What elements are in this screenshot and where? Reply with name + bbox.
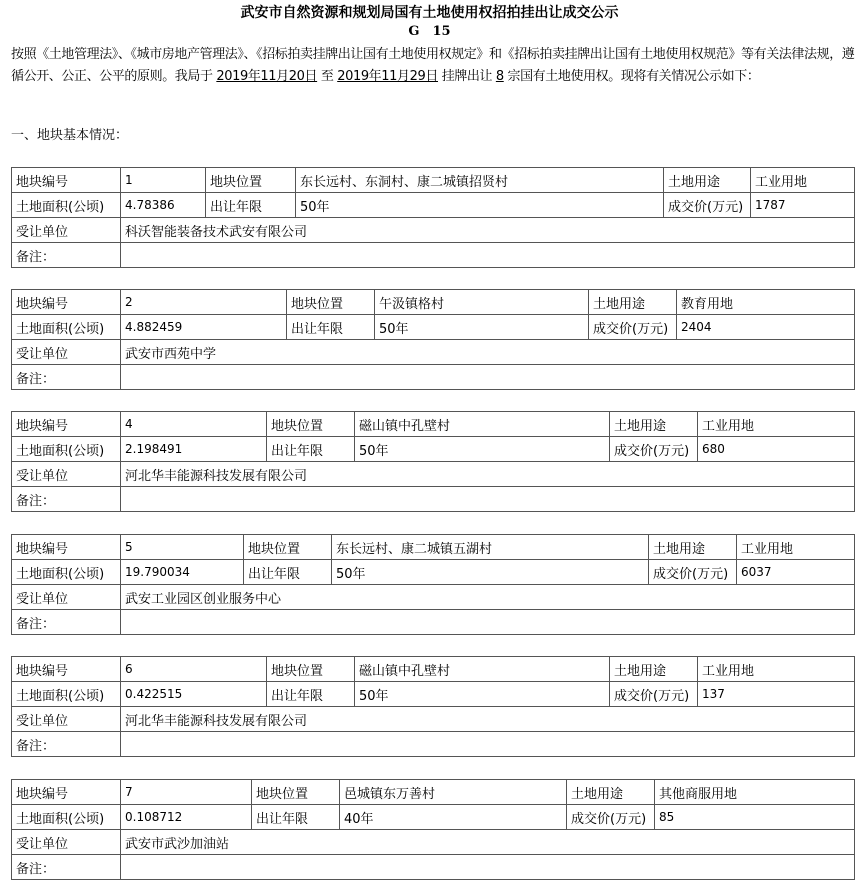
area-value: 0.422515: [121, 682, 267, 707]
table-row: [12, 193, 855, 218]
table-row: [12, 780, 855, 805]
price-label: 成交价(万元): [649, 560, 737, 585]
lot-table: [11, 656, 855, 757]
remarks-value: [121, 365, 855, 390]
table-row: [12, 168, 855, 193]
remarks-label: 备注：: [12, 610, 121, 635]
lot-no-label: 地块编号: [12, 168, 121, 193]
notice-title: 武安市自然资源和规划局国有土地使用权招拍挂出让成交公示: [240, 5, 619, 21]
term-label: 出让年限: [252, 805, 340, 830]
table-row: [12, 805, 855, 830]
lot-no-label: 地块编号: [12, 535, 121, 560]
table-row: [12, 412, 855, 437]
area-value: 2.198491: [121, 437, 267, 462]
remarks-value: [121, 487, 855, 512]
remarks-label: 备注：: [12, 487, 121, 512]
grantee-value: 河北华丰能源科技发展有限公司: [121, 462, 855, 487]
lot-table: [11, 289, 855, 390]
term-label: 出让年限: [287, 315, 375, 340]
use-value: 工业用地: [737, 535, 855, 560]
lot-no-value: 2: [121, 290, 287, 315]
area-value: 4.78386: [121, 193, 206, 218]
table-row: [12, 365, 855, 390]
grantee-label: 受让单位: [12, 218, 121, 243]
price-value: 2404: [677, 315, 855, 340]
term-label: 出让年限: [267, 437, 355, 462]
remarks-label: 备注：: [12, 243, 121, 268]
intro-text-3: 挂牌出让: [437, 69, 496, 84]
lot-table: [11, 534, 855, 635]
use-label: 土地用途: [589, 290, 677, 315]
grantee-value: 武安市武沙加油站: [121, 830, 855, 855]
term-value: 50年: [355, 437, 610, 462]
term-value: 50年: [375, 315, 589, 340]
location-label: 地块位置: [287, 290, 375, 315]
intro-paragraph: [11, 44, 856, 88]
area-label: 土地面积(公顷): [12, 315, 121, 340]
price-label: 成交价(万元): [589, 315, 677, 340]
remarks-label: 备注：: [12, 365, 121, 390]
term-label: 出让年限: [206, 193, 296, 218]
document-number: G 15: [408, 24, 451, 39]
lot-no-value: 5: [121, 535, 244, 560]
table-row: [12, 682, 855, 707]
use-label: 土地用途: [664, 168, 751, 193]
section-heading: 一、地块基本情况：: [11, 128, 129, 143]
location-label: 地块位置: [267, 412, 355, 437]
table-row: [12, 290, 855, 315]
area-label: 土地面积(公顷): [12, 560, 121, 585]
lot-no-label: 地块编号: [12, 290, 121, 315]
lot-no-label: 地块编号: [12, 780, 121, 805]
table-row: [12, 732, 855, 757]
table-row: [12, 218, 855, 243]
start-date: 2019年11月20日: [216, 69, 318, 84]
price-label: 成交价(万元): [567, 805, 655, 830]
remarks-label: 备注：: [12, 732, 121, 757]
remarks-value: [121, 732, 855, 757]
use-value: 工业用地: [751, 168, 855, 193]
location-value: 东长远村、康二城镇五湖村: [332, 535, 649, 560]
lot-no-value: 4: [121, 412, 267, 437]
grantee-value: 河北华丰能源科技发展有限公司: [121, 707, 855, 732]
lot-no-label: 地块编号: [12, 657, 121, 682]
price-value: 680: [698, 437, 855, 462]
price-label: 成交价(万元): [610, 682, 698, 707]
use-label: 土地用途: [649, 535, 737, 560]
term-label: 出让年限: [267, 682, 355, 707]
area-value: 0.108712: [121, 805, 252, 830]
location-value: 东长远村、东洞村、康二城镇招贤村: [296, 168, 664, 193]
grantee-value: 武安工业园区创业服务中心: [121, 585, 855, 610]
term-value: 50年: [332, 560, 649, 585]
remarks-value: [121, 855, 855, 880]
grantee-label: 受让单位: [12, 830, 121, 855]
intro-text-2: 至: [317, 69, 338, 84]
table-row: [12, 657, 855, 682]
intro-text-4: 宗国有土地使用权。现将有关情况公示如下：: [503, 69, 760, 84]
area-value: 4.882459: [121, 315, 287, 340]
grantee-label: 受让单位: [12, 585, 121, 610]
grantee-value: 科沃智能装备技术武安有限公司: [121, 218, 855, 243]
grantee-label: 受让单位: [12, 462, 121, 487]
lot-no-value: 7: [121, 780, 252, 805]
lot-no-label: 地块编号: [12, 412, 121, 437]
term-label: 出让年限: [244, 560, 332, 585]
price-label: 成交价(万元): [610, 437, 698, 462]
term-value: 40年: [340, 805, 567, 830]
term-value: 50年: [355, 682, 610, 707]
use-value: 工业用地: [698, 412, 855, 437]
price-value: 1787: [751, 193, 855, 218]
area-label: 土地面积(公顷): [12, 805, 121, 830]
grantee-value: 武安市西苑中学: [121, 340, 855, 365]
table-row: [12, 610, 855, 635]
price-value: 137: [698, 682, 855, 707]
location-value: 邑城镇东万善村: [340, 780, 567, 805]
end-date: 2019年11月29日: [337, 69, 438, 84]
remarks-value: [121, 610, 855, 635]
term-value: 50年: [296, 193, 664, 218]
use-label: 土地用途: [610, 657, 698, 682]
price-value: 6037: [737, 560, 855, 585]
table-row: [12, 535, 855, 560]
location-label: 地块位置: [206, 168, 296, 193]
table-row: [12, 437, 855, 462]
location-label: 地块位置: [252, 780, 340, 805]
location-value: 磁山镇中孔壁村: [355, 412, 610, 437]
remarks-label: 备注：: [12, 855, 121, 880]
price-label: 成交价(万元): [664, 193, 751, 218]
location-label: 地块位置: [244, 535, 332, 560]
table-row: [12, 340, 855, 365]
location-value: 磁山镇中孔壁村: [355, 657, 610, 682]
table-row: [12, 487, 855, 512]
area-label: 土地面积(公顷): [12, 682, 121, 707]
table-row: [12, 585, 855, 610]
table-row: [12, 315, 855, 340]
use-value: 其他商服用地: [655, 780, 855, 805]
use-value: 教育用地: [677, 290, 855, 315]
area-label: 土地面积(公顷): [12, 193, 121, 218]
location-value: 午汲镇格村: [375, 290, 589, 315]
area-label: 土地面积(公顷): [12, 437, 121, 462]
table-row: [12, 462, 855, 487]
area-value: 19.790034: [121, 560, 244, 585]
lot-table: [11, 779, 855, 880]
lot-table: [11, 411, 855, 512]
lot-table: [11, 167, 855, 268]
table-row: [12, 560, 855, 585]
intro-text-1: 按照《土地管理法》、《城市房地产管理法》、《招标拍卖挂牌出让国有土地使用权规定》和《招标拍卖挂牌出让国有土地使用权规范》等有关法律法规，遵循公开、公正、公平的原则。我局于: [11, 47, 855, 84]
lot-count: 8: [495, 69, 504, 84]
use-label: 土地用途: [567, 780, 655, 805]
location-label: 地块位置: [267, 657, 355, 682]
grantee-label: 受让单位: [12, 340, 121, 365]
lot-no-value: 1: [121, 168, 206, 193]
table-row: [12, 707, 855, 732]
use-label: 土地用途: [610, 412, 698, 437]
table-row: [12, 830, 855, 855]
price-value: 85: [655, 805, 855, 830]
grantee-label: 受让单位: [12, 707, 121, 732]
lot-no-value: 6: [121, 657, 267, 682]
table-row: [12, 243, 855, 268]
remarks-value: [121, 243, 855, 268]
use-value: 工业用地: [698, 657, 855, 682]
table-row: [12, 855, 855, 880]
